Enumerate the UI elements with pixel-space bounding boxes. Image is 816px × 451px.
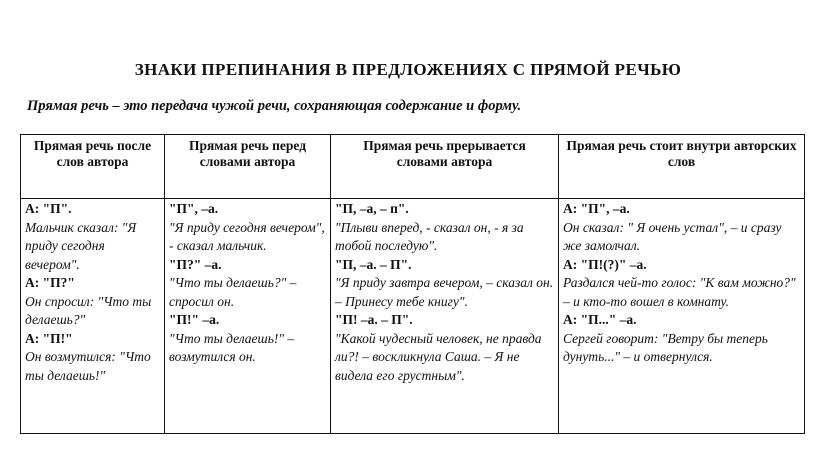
rule-block [25,330,160,386]
rule-block [563,200,800,256]
page-title: ЗНАКИ ПРЕПИНАНИЯ В ПРЕДЛОЖЕНИЯХ С ПРЯМОЙ РЕЧЬЮ [134,60,682,79]
pattern-formula: А: "П", –а. [563,201,630,216]
rule-block [25,274,160,330]
column-interrupted [331,199,559,434]
example-sentence: Мальчик сказал: "Я приду сегодня вечером". [25,219,137,272]
example-sentence: Он возмутился: "Что ты делаешь!" [25,349,151,383]
column-before-author [165,199,331,434]
definition-text: Прямая речь – это передача чужой речи, сохраняющая содержание и форму. [27,98,522,114]
pattern-formula: А: "П?" [25,275,75,290]
example-sentence: "Плыви вперед, - сказал он, - я за тобой последую". [335,219,524,253]
pattern-formula: А: "П!" [25,330,73,346]
header-after-author: Прямая речь после слов автора [21,135,165,199]
rule-block [335,311,554,385]
example-sentence: Раздался чей-то голос: "К вам можно?" – и кто-то вошел в комнату. [563,275,796,309]
rule-block [169,200,326,256]
table-row [21,199,805,434]
example-sentence: Он спросил: "Что ты делаешь?" [25,293,152,327]
pattern-formula: А: "П..." –а. [563,312,637,327]
example-sentence: "Я приду завтра вечером, – сказал он. – Принесу тебе книгу". [335,275,554,309]
example-sentence: Сергей говорит: "Ветру бы теперь дунуть..." – и отвернулся. [563,330,768,364]
example-sentence: "Я приду сегодня вечером", - сказал мальчик. [169,219,325,253]
rule-block [335,200,554,256]
header-inside-author: Прямая речь стоит внутри авторских слов [559,135,805,199]
pattern-formula: "П?" –а. [169,256,222,272]
rule-block [169,311,326,367]
example-sentence: "Что ты делаешь?" – спросил он. [169,275,297,309]
column-inside-author [559,199,805,434]
rule-block [335,256,554,312]
pattern-formula: "П, –а. – П". [335,256,412,272]
rule-block [563,256,800,312]
example-sentence: Он сказал: " Я очень устал", – и сразу же замолчал. [563,219,782,253]
rule-block [169,256,326,312]
pattern-formula: "П! –а. – П". [335,312,413,327]
pattern-formula: "П, –а, – п". [335,201,409,216]
punctuation-table [20,134,805,434]
pattern-formula: "П!" –а. [169,312,220,327]
rule-block [25,200,160,274]
table-header-row [21,135,805,199]
header-before-author: Прямая речь перед словами автора [165,135,331,199]
header-interrupted: Прямая речь прерывается словами автора [331,135,559,199]
pattern-formula: А: "П!(?)" –а. [563,256,647,272]
example-sentence: "Какой чудесный человек, не правда ли?! – воскликнула Саша. – Я не видела его грустным". [335,330,542,383]
pattern-formula: "П", –а. [169,201,219,216]
column-after-author [21,199,165,434]
rule-block [563,311,800,367]
pattern-formula: А: "П". [25,201,72,216]
example-sentence: "Что ты делаешь!" – возмутился он. [169,330,295,364]
